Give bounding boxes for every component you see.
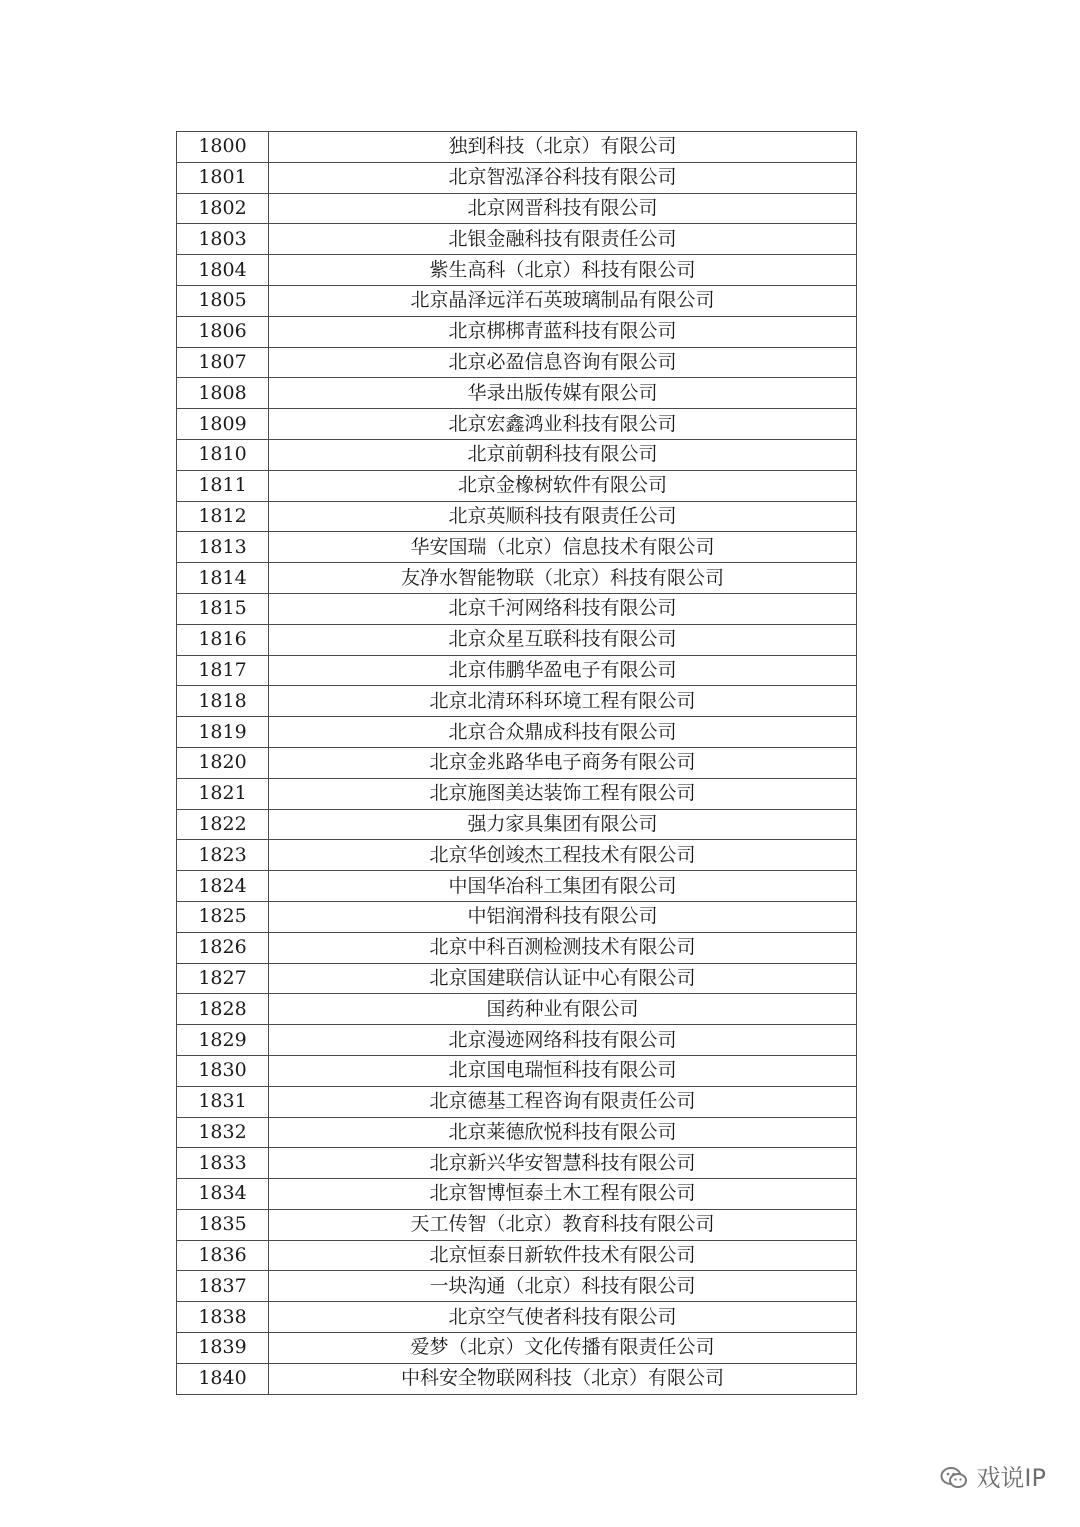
row-number-cell: 1836 — [177, 1240, 269, 1271]
row-number-cell: 1840 — [177, 1363, 269, 1394]
table-row — [177, 224, 857, 255]
row-number-cell: 1804 — [177, 255, 269, 286]
company-name-cell: 独到科技（北京）有限公司 — [269, 132, 857, 163]
row-number-cell: 1820 — [177, 747, 269, 778]
company-name-cell: 北京国建联信认证中心有限公司 — [269, 963, 857, 994]
row-number-cell: 1801 — [177, 162, 269, 193]
table-row — [177, 162, 857, 193]
table-row — [177, 963, 857, 994]
company-name-cell: 北京金兆路华电子商务有限公司 — [269, 747, 857, 778]
row-number-cell: 1807 — [177, 347, 269, 378]
table-row — [177, 1086, 857, 1117]
table-row — [177, 285, 857, 316]
row-number-cell: 1824 — [177, 871, 269, 902]
row-number-cell: 1812 — [177, 501, 269, 532]
row-number-cell: 1834 — [177, 1179, 269, 1210]
watermark — [940, 1463, 1046, 1493]
company-name-cell: 北京众星互联科技有限公司 — [269, 624, 857, 655]
row-number-cell: 1823 — [177, 840, 269, 871]
table-row — [177, 439, 857, 470]
company-name-cell: 北京中科百测检测技术有限公司 — [269, 932, 857, 963]
table-row — [177, 1179, 857, 1210]
row-number-cell: 1802 — [177, 193, 269, 224]
row-number-cell: 1828 — [177, 994, 269, 1025]
table-row — [177, 1363, 857, 1394]
company-name-cell: 北京晶泽远洋石英玻璃制品有限公司 — [269, 285, 857, 316]
row-number-cell: 1808 — [177, 378, 269, 409]
company-name-cell: 北京华创竣杰工程技术有限公司 — [269, 840, 857, 871]
table-row — [177, 347, 857, 378]
company-name-cell: 北京漫迹网络科技有限公司 — [269, 1025, 857, 1056]
company-name-cell: 天工传智（北京）教育科技有限公司 — [269, 1209, 857, 1240]
table-row — [177, 840, 857, 871]
row-number-cell: 1815 — [177, 593, 269, 624]
row-number-cell: 1839 — [177, 1333, 269, 1364]
company-name-cell: 北京必盈信息咨询有限公司 — [269, 347, 857, 378]
table-row — [177, 563, 857, 594]
table-row — [177, 747, 857, 778]
table-row — [177, 1117, 857, 1148]
table-row — [177, 871, 857, 902]
table-row — [177, 593, 857, 624]
company-name-cell: 中科安全物联网科技（北京）有限公司 — [269, 1363, 857, 1394]
company-name-cell: 北京恒泰日新软件技术有限公司 — [269, 1240, 857, 1271]
row-number-cell: 1822 — [177, 809, 269, 840]
table-row — [177, 501, 857, 532]
row-number-cell: 1800 — [177, 132, 269, 163]
company-name-cell: 北京北清环科环境工程有限公司 — [269, 686, 857, 717]
table-row — [177, 901, 857, 932]
row-number-cell: 1833 — [177, 1148, 269, 1179]
company-name-cell: 北京智泓泽谷科技有限公司 — [269, 162, 857, 193]
company-name-cell: 北京合众鼎成科技有限公司 — [269, 717, 857, 748]
wechat-icon — [940, 1465, 968, 1491]
company-name-cell: 北京英顺科技有限责任公司 — [269, 501, 857, 532]
row-number-cell: 1827 — [177, 963, 269, 994]
company-name-cell: 中国华冶科工集团有限公司 — [269, 871, 857, 902]
table-row — [177, 1055, 857, 1086]
table-row — [177, 132, 857, 163]
company-name-cell: 北京智博恒泰土木工程有限公司 — [269, 1179, 857, 1210]
row-number-cell: 1830 — [177, 1055, 269, 1086]
watermark-text: 戏说IP — [976, 1464, 1046, 1492]
table-row — [177, 255, 857, 286]
table-row — [177, 1302, 857, 1333]
table-row — [177, 1025, 857, 1056]
row-number-cell: 1831 — [177, 1086, 269, 1117]
row-number-cell: 1821 — [177, 778, 269, 809]
row-number-cell: 1835 — [177, 1209, 269, 1240]
company-name-cell: 国药种业有限公司 — [269, 994, 857, 1025]
table-row — [177, 686, 857, 717]
table-row — [177, 1148, 857, 1179]
table-row — [177, 316, 857, 347]
table-row — [177, 532, 857, 563]
company-name-cell: 北京莱德欣悦科技有限公司 — [269, 1117, 857, 1148]
row-number-cell: 1803 — [177, 224, 269, 255]
row-number-cell: 1814 — [177, 563, 269, 594]
table-row — [177, 1209, 857, 1240]
table-row — [177, 717, 857, 748]
table-row — [177, 778, 857, 809]
company-list-table — [176, 131, 857, 1395]
table-row — [177, 193, 857, 224]
row-number-cell: 1818 — [177, 686, 269, 717]
row-number-cell: 1809 — [177, 409, 269, 440]
company-name-cell: 强力家具集团有限公司 — [269, 809, 857, 840]
table-row — [177, 932, 857, 963]
company-name-cell: 北京宏鑫鸿业科技有限公司 — [269, 409, 857, 440]
company-name-cell: 中铝润滑科技有限公司 — [269, 901, 857, 932]
company-name-cell: 友净水智能物联（北京）科技有限公司 — [269, 563, 857, 594]
company-name-cell: 北京新兴华安智慧科技有限公司 — [269, 1148, 857, 1179]
row-number-cell: 1819 — [177, 717, 269, 748]
row-number-cell: 1805 — [177, 285, 269, 316]
company-name-cell: 北京金橡树软件有限公司 — [269, 470, 857, 501]
company-name-cell: 北京网晋科技有限公司 — [269, 193, 857, 224]
table-row — [177, 409, 857, 440]
company-name-cell: 北京千河网络科技有限公司 — [269, 593, 857, 624]
company-name-cell: 华安国瑞（北京）信息技术有限公司 — [269, 532, 857, 563]
company-name-cell: 爱梦（北京）文化传播有限责任公司 — [269, 1333, 857, 1364]
company-name-cell: 北京空气使者科技有限公司 — [269, 1302, 857, 1333]
table-row — [177, 378, 857, 409]
row-number-cell: 1832 — [177, 1117, 269, 1148]
row-number-cell: 1826 — [177, 932, 269, 963]
table-row — [177, 1333, 857, 1364]
row-number-cell: 1829 — [177, 1025, 269, 1056]
row-number-cell: 1811 — [177, 470, 269, 501]
row-number-cell: 1837 — [177, 1271, 269, 1302]
table-row — [177, 655, 857, 686]
company-name-cell: 北京国电瑞恒科技有限公司 — [269, 1055, 857, 1086]
row-number-cell: 1810 — [177, 439, 269, 470]
company-name-cell: 北京伟鹏华盈电子有限公司 — [269, 655, 857, 686]
row-number-cell: 1817 — [177, 655, 269, 686]
row-number-cell: 1825 — [177, 901, 269, 932]
company-name-cell: 北京前朝科技有限公司 — [269, 439, 857, 470]
table-row — [177, 470, 857, 501]
table-row — [177, 1271, 857, 1302]
row-number-cell: 1806 — [177, 316, 269, 347]
company-name-cell: 北京梆梆青蓝科技有限公司 — [269, 316, 857, 347]
table-row — [177, 809, 857, 840]
company-name-cell: 紫生高科（北京）科技有限公司 — [269, 255, 857, 286]
company-name-cell: 华录出版传媒有限公司 — [269, 378, 857, 409]
row-number-cell: 1816 — [177, 624, 269, 655]
company-name-cell: 一块沟通（北京）科技有限公司 — [269, 1271, 857, 1302]
table-body — [177, 132, 857, 1395]
table-row — [177, 1240, 857, 1271]
table-row — [177, 624, 857, 655]
table-row — [177, 994, 857, 1025]
row-number-cell: 1838 — [177, 1302, 269, 1333]
company-name-cell: 北京施图美达装饰工程有限公司 — [269, 778, 857, 809]
company-name-cell: 北京德基工程咨询有限责任公司 — [269, 1086, 857, 1117]
row-number-cell: 1813 — [177, 532, 269, 563]
company-name-cell: 北银金融科技有限责任公司 — [269, 224, 857, 255]
